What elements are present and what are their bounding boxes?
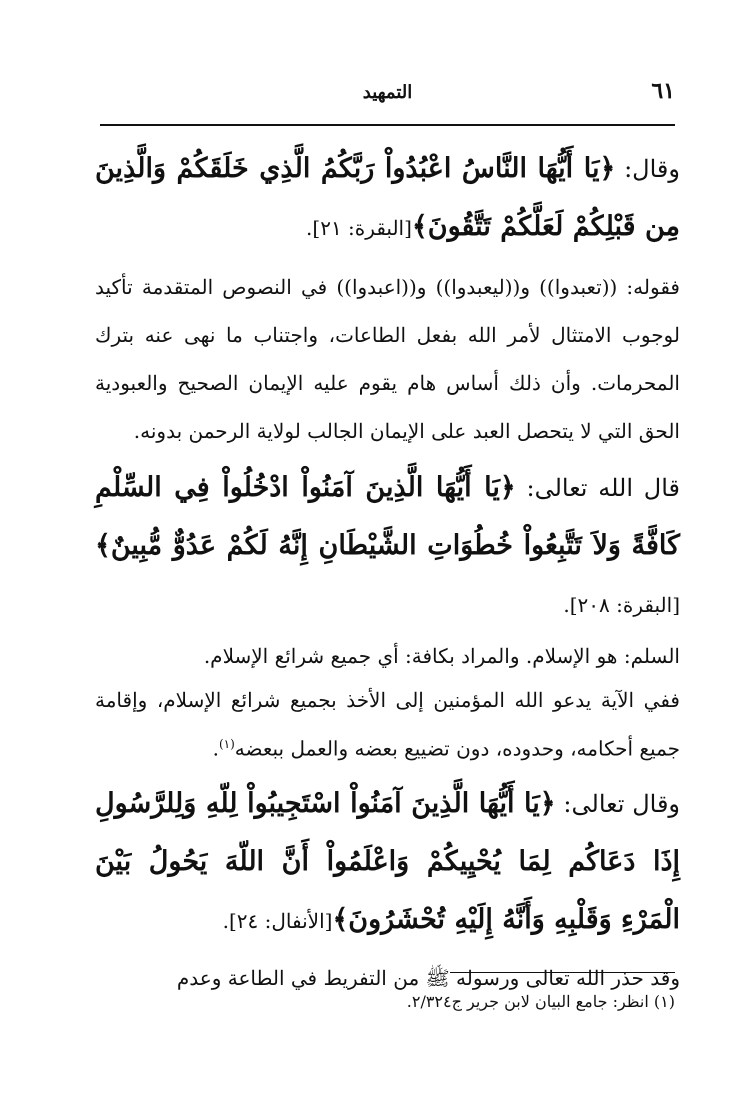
verse-block-3 bbox=[95, 775, 680, 950]
paragraph: فقوله: ((تعبدوا)) و((ليعبدوا)) و((اعبدوا)) في النصوص المتقدمة تأكيد لوجوب الامتثال لأمر الله بفعل الطاعات، واجتناب ما نهى عنه بترك المحرمات. وأن ذلك أساس هام يقوم عليه الإيمان الصحيح والعبودية الحق التي لا يتحصل العبد على الإيمان الجالب لولاية الرحمن بدونه. bbox=[95, 275, 680, 443]
footnote: (١) انظر: جامع البيان لابن جرير ج٢/٣٢٤. bbox=[406, 992, 675, 1011]
paragraph: السلم: هو الإسلام. والمراد بكافة: أي جميع شرائع الإسلام. bbox=[203, 644, 680, 668]
verse-intro: وقال تعالى: bbox=[555, 789, 680, 818]
footnote-marker: (١) bbox=[218, 737, 235, 751]
quran-verse: ﴿يَا أَيُّهَا الَّذِينَ آمَنُواْ ادْخُلُواْ فِي السِّلْمِ كَافَّةً وَلاَ تَتَّبِعُواْ خُطُوَاتِ الشَّيْطَانِ إِنَّهُ لَكُمْ عَدُوٌّ مُّبِينٌ﴾ bbox=[95, 472, 680, 561]
paragraph: وقد حذر الله تعالى ورسوله ﷺ من التفريط في الطاعة وعدم bbox=[176, 965, 680, 990]
verse-reference: [البقرة: ٢٠٨]. bbox=[563, 593, 680, 617]
verse-block-2 bbox=[95, 459, 680, 634]
header-rule bbox=[100, 124, 675, 126]
page-number: ٦١ bbox=[651, 78, 675, 104]
page-body bbox=[95, 140, 680, 1002]
verse-reference: [الأنفال: ٢٤]. bbox=[222, 908, 333, 933]
verse-intro: قال الله تعالى: bbox=[515, 474, 680, 502]
page-header bbox=[100, 78, 675, 112]
paragraph-text: ففي الآية يدعو الله المؤمنين إلى الأخذ بجميع شرائع الإسلام، وإقامة جميع أحكامه، وحدوده، دون تضييع بعضه والعمل ببعضه bbox=[95, 688, 680, 761]
verse-reference: [البقرة: ٢١]. bbox=[306, 216, 412, 240]
quran-verse: ﴿يَا أَيُّهَا الَّذِينَ آمَنُواْ اسْتَجِيبُواْ لِلّهِ وَلِلرَّسُولِ إِذَا دَعَاكُم لِمَا يُحْيِيكُمْ وَاعْلَمُواْ أَنَّ اللّهَ يَحُولُ بَيْنَ الْمَرْءِ وَقَلْبِهِ وَأَنَّهُ إِلَيْهِ تُحْشَرُونَ﴾ bbox=[95, 787, 680, 935]
verse-block-1 bbox=[95, 140, 680, 257]
verse-intro: وقال: bbox=[615, 155, 680, 183]
paragraph bbox=[95, 678, 680, 771]
footnote-rule bbox=[450, 972, 675, 973]
paragraph-end: . bbox=[212, 736, 219, 761]
running-title: التمهيد bbox=[362, 82, 413, 103]
quran-verse: ﴿يَا أَيُّهَا النَّاسُ اعْبُدُواْ رَبَّكُمُ الَّذِي خَلَقَكُمْ وَالَّذِينَ مِن قَبْلِكُمْ لَعَلَّكُمْ تَتَّقُونَ﴾ bbox=[95, 153, 680, 242]
